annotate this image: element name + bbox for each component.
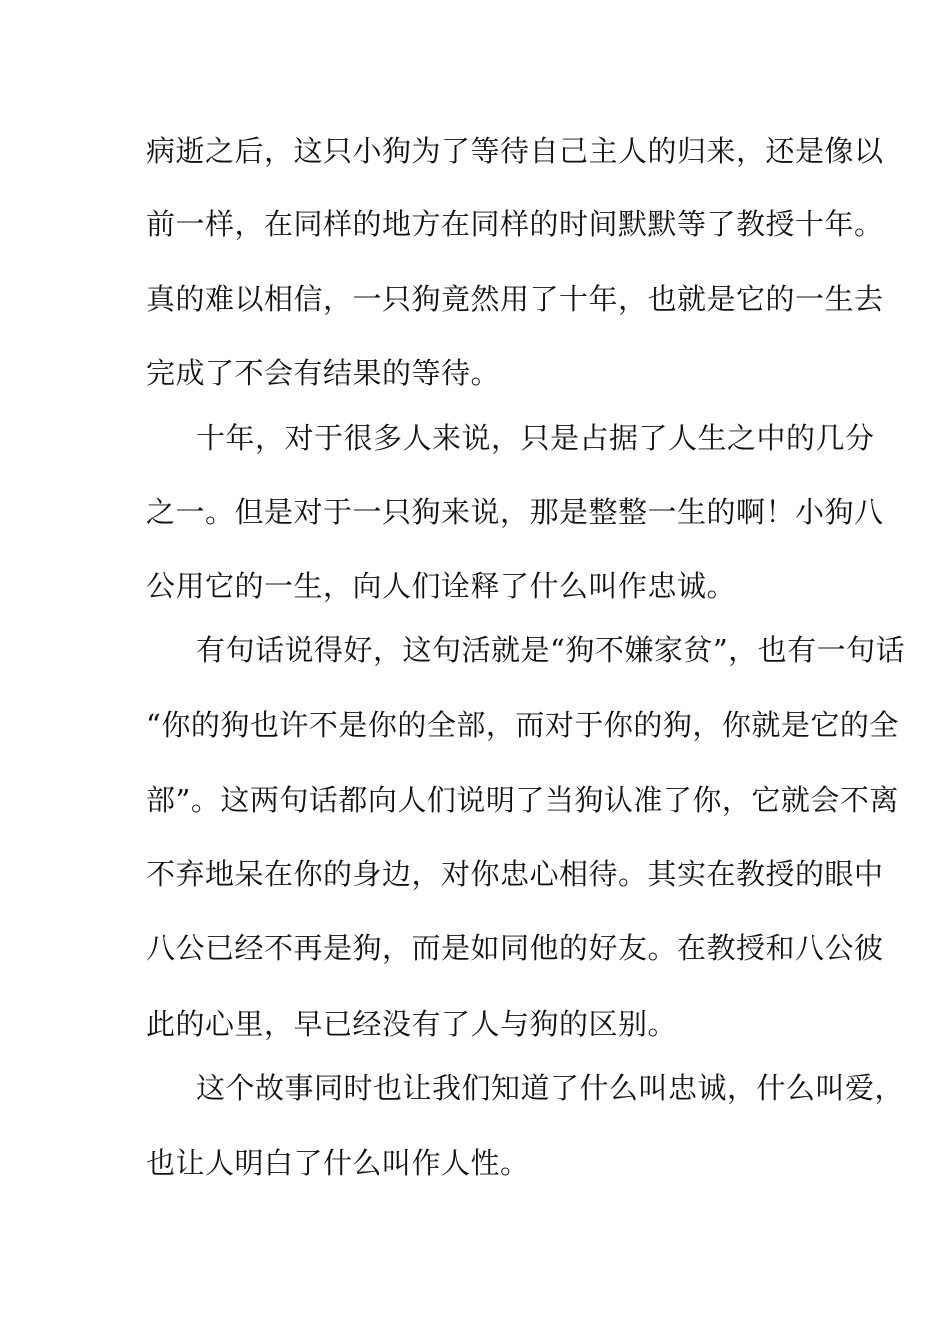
paragraph-3-line-3: 部”。这两句话都向人们说明了当狗认准了你，它就会不离: [146, 783, 899, 817]
paragraph-3-line-4: 不弃地呆在你的身边，对你忠心相待。其实在教授的眼中: [146, 857, 884, 891]
paragraph-3-line-2: “你的狗也许不是你的全部，而对于你的狗，你就是它的全: [146, 708, 899, 742]
paragraph-3-line-6: 此的心里，早已经没有了人与狗的区别。: [146, 1007, 678, 1041]
paragraph-3-line-1: 有句话说得好，这句活就是“狗不嫌家贫”，也有一句话: [196, 633, 906, 667]
paragraph-1-line-3: 真的难以相信，一只狗竟然用了十年，也就是它的一生去: [146, 282, 884, 316]
paragraph-1-line-4: 完成了不会有结果的等待。: [146, 356, 501, 390]
paragraph-1-line-2: 前一样，在同样的地方在同样的时间默默等了教授十年。: [146, 207, 884, 241]
paragraph-4-line-1: 这个故事同时也让我们知道了什么叫忠诚，什么叫爱，: [196, 1071, 905, 1105]
paragraph-2-line-3: 公用它的一生，向人们诠释了什么叫作忠诚。: [146, 569, 737, 603]
paragraph-4-line-2: 也让人明白了什么叫作人性。: [146, 1146, 530, 1180]
paragraph-3-line-5: 八公已经不再是狗，而是如同他的好友。在教授和八公彼: [146, 931, 884, 965]
paragraph-1-line-1: 病逝之后，这只小狗为了等待自己主人的归来，还是像以: [146, 134, 884, 168]
paragraph-2-line-1: 十年，对于很多人来说，只是占据了人生之中的几分: [196, 421, 875, 455]
paragraph-2-line-2: 之一。但是对于一只狗来说，那是整整一生的啊！小狗八: [146, 495, 884, 529]
